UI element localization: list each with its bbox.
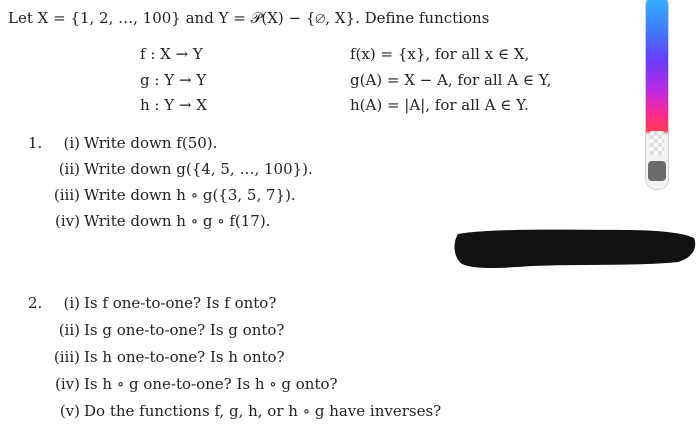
item-text: Write down g({4, 5, …, 100}). bbox=[84, 160, 313, 178]
question-2-item bbox=[50, 375, 338, 393]
question-1-item bbox=[50, 160, 313, 178]
definition-g-rule: g(A) = X − A, for all A ∈ Y, bbox=[350, 71, 552, 89]
item-text: Write down h ∘ g({3, 5, 7}). bbox=[84, 186, 296, 204]
question-1-item bbox=[50, 134, 217, 152]
question-2-item bbox=[50, 402, 441, 420]
item-text: Is h one-to-one? Is h onto? bbox=[84, 348, 285, 366]
item-label: (i) bbox=[63, 134, 80, 152]
item-text: Is h ∘ g one-to-one? Is h ∘ g onto? bbox=[84, 375, 338, 393]
item-label: (ii) bbox=[58, 160, 80, 178]
item-label: (v) bbox=[59, 402, 80, 420]
definition-f-rule: f(x) = {x}, for all x ∈ X, bbox=[350, 45, 530, 63]
definition-h-rule: h(A) = |A|, for all A ∈ Y. bbox=[350, 96, 529, 114]
question-1-item bbox=[50, 212, 270, 230]
item-text: Is f one-to-one? Is f onto? bbox=[84, 294, 277, 312]
question-2-item bbox=[50, 321, 284, 339]
item-text: Is g one-to-one? Is g onto? bbox=[84, 321, 285, 339]
question-2-item bbox=[50, 294, 276, 312]
question-1-item bbox=[50, 186, 296, 204]
item-label: (iii) bbox=[53, 186, 80, 204]
item-label: (iv) bbox=[55, 212, 80, 230]
redaction-scribble bbox=[452, 224, 698, 272]
question-2-item bbox=[50, 348, 285, 366]
item-label: (ii) bbox=[58, 321, 80, 339]
item-label: (iii) bbox=[53, 348, 80, 366]
definition-g-map: g : Y → Y bbox=[140, 71, 207, 89]
problem-intro: Let X = {1, 2, …, 100} and Y = 𝒫(X) − {∅, X}. Define functions bbox=[8, 9, 490, 27]
color-palette-slider[interactable] bbox=[645, 0, 669, 190]
palette-slider-handle[interactable] bbox=[648, 161, 666, 181]
definition-h-map: h : Y → X bbox=[140, 96, 207, 114]
item-label: (i) bbox=[63, 294, 80, 312]
question-2-number: 2. bbox=[28, 294, 43, 312]
item-label: (iv) bbox=[55, 375, 80, 393]
definition-f-map: f : X → Y bbox=[140, 45, 203, 63]
item-text: Do the functions f, g, h, or h ∘ g have inverses? bbox=[84, 402, 442, 420]
item-text: Write down f(50). bbox=[84, 134, 218, 152]
item-text: Write down h ∘ g ∘ f(17). bbox=[84, 212, 271, 230]
transparency-swatch-icon[interactable] bbox=[650, 131, 664, 155]
question-1-number: 1. bbox=[28, 134, 43, 152]
